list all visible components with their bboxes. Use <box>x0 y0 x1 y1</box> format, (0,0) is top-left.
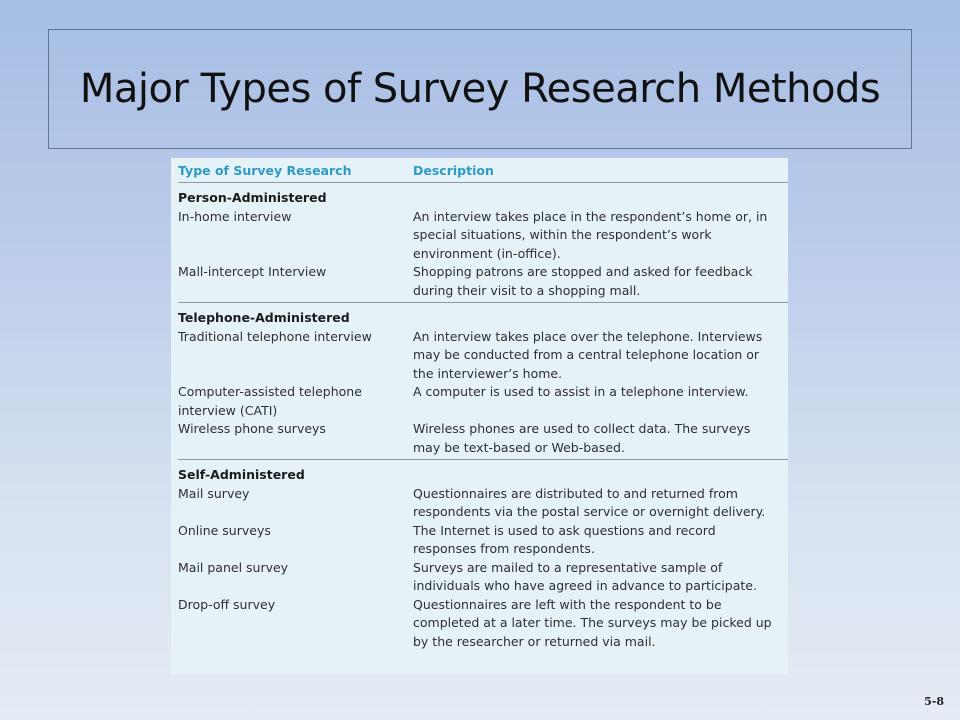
survey-description-cell: Shopping patrons are stopped and asked for feedback during their visit to a shopping mall. <box>413 264 753 298</box>
slide-title-box <box>48 29 912 149</box>
table-row <box>178 208 788 264</box>
page-number: 5-8 <box>924 695 944 708</box>
table-header-description: Description <box>413 162 494 178</box>
survey-type-cell: Mall-intercept Interview <box>178 264 327 279</box>
table-row <box>178 485 788 522</box>
survey-description-cell: Questionnaires are distributed to and returned from respondents via the postal service or overnight delivery. <box>413 485 766 519</box>
survey-description-cell: An interview takes place in the respondent’s home or, in special situations, within the respondent’s work environment (in-office). <box>413 208 768 261</box>
section-telephone-administered <box>178 303 788 460</box>
section-self-administered <box>178 460 788 653</box>
survey-methods-table <box>171 158 788 675</box>
survey-type-cell: Mail survey <box>178 485 250 501</box>
survey-type-cell: Traditional telephone interview <box>178 328 372 344</box>
section-heading: Telephone-Administered <box>178 310 350 325</box>
section-person-administered <box>178 183 788 303</box>
table-row <box>178 263 788 300</box>
table-row <box>178 420 788 457</box>
section-heading: Self-Administered <box>178 467 305 482</box>
survey-description-cell: An interview takes place over the telephone. Interviews may be conducted from a central telephone location or the interviewer’s home. <box>413 328 763 381</box>
survey-description-cell: Surveys are mailed to a representative sample of individuals who have agreed in advance to participate. <box>413 559 757 593</box>
table-row <box>178 328 788 384</box>
survey-type-cell: Online surveys <box>178 522 271 538</box>
survey-description-cell: Questionnaires are left with the respondent to be completed at a later time. The surveys may be picked up by the researcher or returned via mail. <box>413 596 772 649</box>
table-header-row <box>178 158 788 183</box>
survey-type-cell: Wireless phone surveys <box>178 421 326 436</box>
table-row <box>178 522 788 559</box>
table-row <box>178 559 788 596</box>
table-header-type: Type of Survey Research <box>178 162 352 178</box>
slide-title: Major Types of Survey Research Methods <box>79 66 881 112</box>
table-row <box>178 596 788 652</box>
survey-type-cell: Mail panel survey <box>178 559 289 575</box>
survey-type-cell: In-home interview <box>178 208 292 224</box>
survey-type-cell: Drop-off survey <box>178 596 276 612</box>
table-row <box>178 383 788 420</box>
section-heading: Person-Administered <box>178 190 327 205</box>
survey-description-cell: A computer is used to assist in a telephone interview. <box>413 384 749 399</box>
survey-type-cell: Computer-assisted telephone interview (CATI) <box>178 384 362 418</box>
survey-description-cell: The Internet is used to ask questions and record responses from respondents. <box>413 522 716 556</box>
survey-description-cell: Wireless phones are used to collect data. The surveys may be text-based or Web-based. <box>413 421 751 455</box>
